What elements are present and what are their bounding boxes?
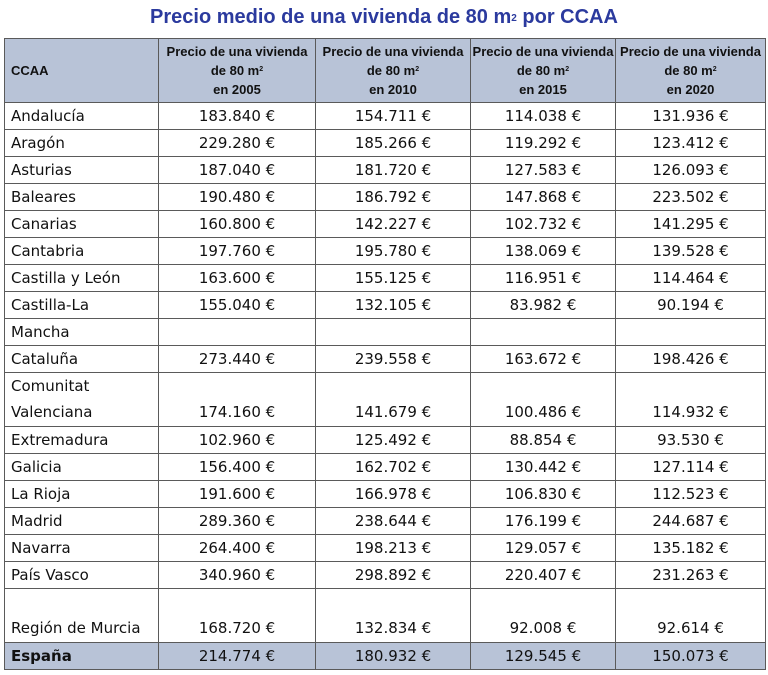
price-cell: 273.440 €	[159, 346, 316, 373]
table-row	[5, 130, 766, 157]
table-row	[5, 157, 766, 184]
price-cell: 155.125 €	[316, 265, 471, 292]
price-cell: 90.194 €	[616, 292, 766, 319]
total-row	[5, 643, 766, 670]
price-cell: 127.583 €	[471, 157, 616, 184]
price-cell: 141.295 €	[616, 211, 766, 238]
header-2005: Precio de una vivienda de 80 $m^2$ en 2005	[159, 39, 316, 103]
price-cell: 114.932 €	[616, 373, 766, 427]
table-row	[5, 265, 766, 292]
price-cell	[159, 319, 316, 346]
table-row	[5, 319, 766, 346]
price-cell: 298.892 €	[316, 562, 471, 589]
table-row	[5, 589, 766, 643]
ccaa-name: Cataluña	[5, 346, 159, 373]
ccaa-name: Navarra	[5, 535, 159, 562]
price-cell: 116.951 €	[471, 265, 616, 292]
ccaa-name: Aragón	[5, 130, 159, 157]
ccaa-name: La Rioja	[5, 481, 159, 508]
price-cell: 195.780 €	[316, 238, 471, 265]
total-price-cell: 214.774 €	[159, 643, 316, 670]
total-name: España	[5, 643, 159, 670]
ccaa-name: Región de Murcia	[5, 589, 159, 643]
price-cell: 138.069 €	[471, 238, 616, 265]
header-2015: Precio de una vivienda de 80 $m^2$ en 2015	[471, 39, 616, 103]
price-cell: 239.558 €	[316, 346, 471, 373]
price-cell: 155.040 €	[159, 292, 316, 319]
price-cell: 160.800 €	[159, 211, 316, 238]
price-cell: 181.720 €	[316, 157, 471, 184]
price-cell: 264.400 €	[159, 535, 316, 562]
price-cell: 102.960 €	[159, 427, 316, 454]
price-cell: 126.093 €	[616, 157, 766, 184]
price-cell: 244.687 €	[616, 508, 766, 535]
price-cell: 132.834 €	[316, 589, 471, 643]
price-cell: 190.480 €	[159, 184, 316, 211]
table-row	[5, 292, 766, 319]
price-cell: 125.492 €	[316, 427, 471, 454]
price-cell: 114.038 €	[471, 103, 616, 130]
price-cell: 162.702 €	[316, 454, 471, 481]
price-cell: 168.720 €	[159, 589, 316, 643]
price-cell: 132.105 €	[316, 292, 471, 319]
price-cell: 93.530 €	[616, 427, 766, 454]
price-cell: 112.523 €	[616, 481, 766, 508]
price-table	[4, 38, 766, 670]
ccaa-name: Extremadura	[5, 427, 159, 454]
price-cell: 129.057 €	[471, 535, 616, 562]
header-ccaa: CCAA	[5, 39, 159, 103]
price-cell: 156.400 €	[159, 454, 316, 481]
price-cell: 135.182 €	[616, 535, 766, 562]
ccaa-name: Asturias	[5, 157, 159, 184]
total-price-cell: 150.073 €	[616, 643, 766, 670]
price-cell: 198.213 €	[316, 535, 471, 562]
price-cell: 127.114 €	[616, 454, 766, 481]
table-row	[5, 508, 766, 535]
page-title: Precio medio de una vivienda de 80 $m^2$ por CCAA	[150, 6, 618, 28]
price-cell: 238.644 €	[316, 508, 471, 535]
price-cell: 102.732 €	[471, 211, 616, 238]
price-cell: 83.982 €	[471, 292, 616, 319]
price-cell: 187.040 €	[159, 157, 316, 184]
table-row	[5, 562, 766, 589]
price-cell: 220.407 €	[471, 562, 616, 589]
table-row	[5, 454, 766, 481]
price-cell: 176.199 €	[471, 508, 616, 535]
price-cell: 163.600 €	[159, 265, 316, 292]
price-cell: 92.008 €	[471, 589, 616, 643]
ccaa-name: Madrid	[5, 508, 159, 535]
ccaa-name: Andalucía	[5, 103, 159, 130]
price-cell: 340.960 €	[159, 562, 316, 589]
price-cell: 142.227 €	[316, 211, 471, 238]
price-cell: 92.614 €	[616, 589, 766, 643]
table-row	[5, 238, 766, 265]
ccaa-name: Galicia	[5, 454, 159, 481]
price-cell: 114.464 €	[616, 265, 766, 292]
price-cell: 231.263 €	[616, 562, 766, 589]
price-cell: 174.160 €	[159, 373, 316, 427]
price-cell: 223.502 €	[616, 184, 766, 211]
price-cell: 154.711 €	[316, 103, 471, 130]
price-cell: 163.672 €	[471, 346, 616, 373]
price-cell: 198.426 €	[616, 346, 766, 373]
price-cell: 185.266 €	[316, 130, 471, 157]
price-cell: 100.486 €	[471, 373, 616, 427]
ccaa-name: Canarias	[5, 211, 159, 238]
price-cell: 191.600 €	[159, 481, 316, 508]
price-cell: 147.868 €	[471, 184, 616, 211]
price-cell	[616, 319, 766, 346]
price-cell: 229.280 €	[159, 130, 316, 157]
ccaa-name: Castilla y León	[5, 265, 159, 292]
price-cell: 131.936 €	[616, 103, 766, 130]
table-row	[5, 346, 766, 373]
price-cell: 166.978 €	[316, 481, 471, 508]
table-row	[5, 427, 766, 454]
total-price-cell: 129.545 €	[471, 643, 616, 670]
price-cell: 119.292 €	[471, 130, 616, 157]
price-cell: 289.360 €	[159, 508, 316, 535]
table-row	[5, 481, 766, 508]
table-row	[5, 184, 766, 211]
price-cell: 106.830 €	[471, 481, 616, 508]
price-cell: 141.679 €	[316, 373, 471, 427]
table-row	[5, 373, 766, 427]
ccaa-name: Mancha	[5, 319, 159, 346]
ccaa-name: Castilla-La	[5, 292, 159, 319]
ccaa-name: Baleares	[5, 184, 159, 211]
table-row	[5, 211, 766, 238]
table-row	[5, 535, 766, 562]
ccaa-name: Comunitat Valenciana	[5, 373, 159, 427]
ccaa-name: País Vasco	[5, 562, 159, 589]
price-cell: 130.442 €	[471, 454, 616, 481]
price-cell: 88.854 €	[471, 427, 616, 454]
header-2010: Precio de una vivienda de 80 $m^2$ en 2010	[316, 39, 471, 103]
header-row	[5, 39, 766, 103]
price-cell: 123.412 €	[616, 130, 766, 157]
total-price-cell: 180.932 €	[316, 643, 471, 670]
price-cell: 197.760 €	[159, 238, 316, 265]
price-cell	[316, 319, 471, 346]
price-cell: 183.840 €	[159, 103, 316, 130]
header-2020: Precio de una vivienda de 80 $m^2$ en 2020	[616, 39, 766, 103]
table-row	[5, 103, 766, 130]
price-cell: 186.792 €	[316, 184, 471, 211]
price-cell	[471, 319, 616, 346]
price-cell: 139.528 €	[616, 238, 766, 265]
ccaa-name: Cantabria	[5, 238, 159, 265]
